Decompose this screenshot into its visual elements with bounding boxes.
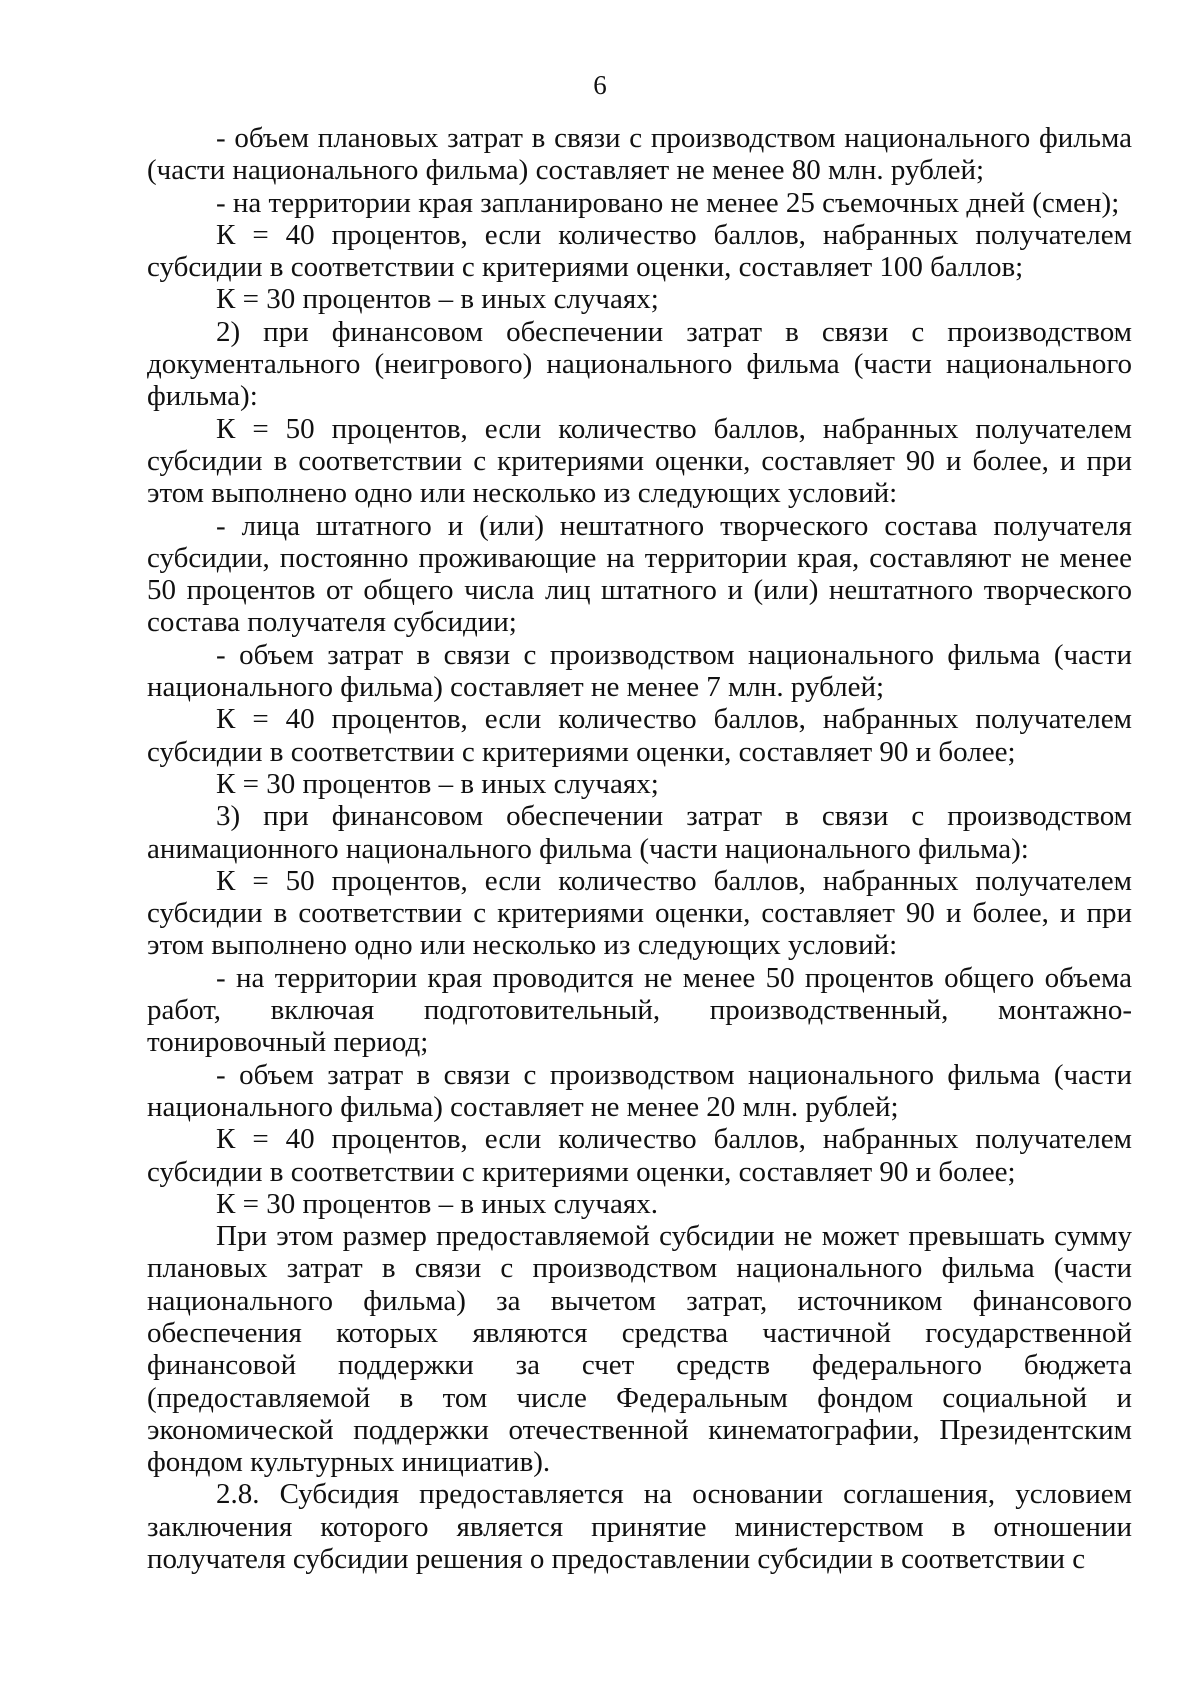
paragraph: К = 30 процентов – в иных случаях;: [216, 283, 659, 316]
paragraph: 3) при финансовом обеспечении затрат в связи с производством анимационного национального фильма (части национального фильма):: [147, 800, 1132, 865]
paragraph: К = 30 процентов – в иных случаях;: [216, 767, 659, 800]
paragraph: - объем затрат в связи с производством национального фильма (части национального фильма) составляет не менее 7 млн. рублей;: [147, 638, 1132, 704]
paragraph: К = 50 процентов, если количество баллов, набранных получателем субсидии в соответствии с критериями оценки, составляет 90 и более, и при этом выполнено одно или несколько из следующих условий:: [147, 864, 1132, 962]
paragraph: - на территории края проводится не менее 50 процентов общего объема работ, включая подготовительный, производственный, монтажно-тонировочный период;: [147, 961, 1132, 1059]
paragraph: - объем плановых затрат в связи с производством национального фильма (части национального фильма) составляет не менее 80 млн. рублей;: [147, 122, 1132, 187]
paragraph: При этом размер предоставляемой субсидии не может превышать сумму плановых затрат в связи с производством национального фильма (части национального фильма) за вычетом затрат, источником финансового обеспечения которых являются средства частичной государственной финансовой поддержки за счет средств федерального бюджета (предоставляемой в том числе Федеральным фондом социальной и экономической поддержки отечественной кинематографии, Президентским фондом культурных инициатив).: [147, 1220, 1132, 1479]
paragraph: 2) при финансовом обеспечении затрат в связи с производством документального (неигрового) национального фильма (части национального фильма):: [147, 315, 1132, 413]
paragraph: К = 40 процентов, если количество баллов, набранных получателем субсидии в соответствии с критериями оценки, составляет 100 баллов;: [147, 218, 1132, 284]
paragraph: - объем затрат в связи с производством национального фильма (части национального фильма) составляет не менее 20 млн. рублей;: [147, 1058, 1132, 1123]
document-body: [147, 122, 1132, 1575]
page-number: 6: [593, 70, 607, 100]
paragraph: К = 40 процентов, если количество баллов, набранных получателем субсидии в соответствии с критериями оценки, составляет 90 и более;: [147, 1123, 1132, 1188]
paragraph: - на территории края запланировано не менее 25 съемочных дней (смен);: [216, 186, 1120, 219]
paragraph: К = 40 процентов, если количество баллов, набранных получателем субсидии в соответствии с критериями оценки, составляет 90 и более;: [147, 703, 1132, 768]
paragraph: 2.8. Субсидия предоставляется на основании соглашения, условием заключения которого является принятие министерством в отношении получателя субсидии решения о предоставлении субсидии в соответствии с: [147, 1478, 1132, 1576]
paragraph: - лица штатного и (или) нештатного творческого состава получателя субсидии, постоянно проживающие на территории края, составляют не менее 50 процентов от общего числа лиц штатного и (или) нештатного творческого состава получателя субсидии;: [147, 509, 1132, 639]
paragraph: К = 30 процентов – в иных случаях.: [216, 1187, 658, 1220]
paragraph: К = 50 процентов, если количество баллов, набранных получателем субсидии в соответствии с критериями оценки, составляет 90 и более, и при этом выполнено одно или несколько из следующих условий:: [147, 412, 1132, 510]
